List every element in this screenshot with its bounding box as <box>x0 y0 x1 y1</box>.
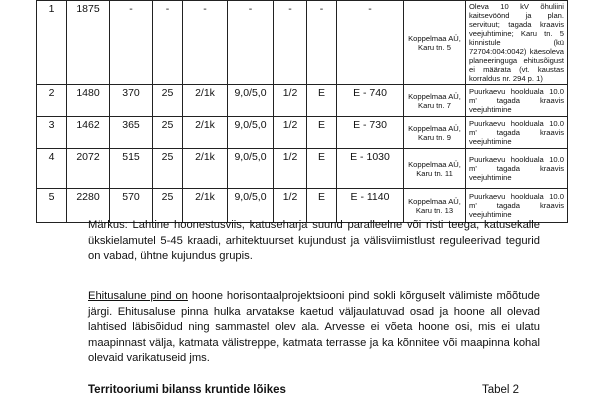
cell-c2: 365 <box>110 117 153 149</box>
cell-c6: 1/2 <box>274 189 307 223</box>
cell-no: 4 <box>37 149 67 189</box>
footprint-term: Ehitusalune pind on <box>88 290 188 302</box>
cell-c7: E <box>307 189 337 223</box>
table-row <box>37 1 568 85</box>
cell-c5: 9,0/5,0 <box>228 189 274 223</box>
cell-area: 1480 <box>67 85 110 117</box>
cell-area: 2280 <box>67 189 110 223</box>
cell-c5: 9,0/5,0 <box>228 117 274 149</box>
table-row <box>37 117 568 149</box>
cell-c2: 370 <box>110 85 153 117</box>
cell-c3: 25 <box>153 189 183 223</box>
cell-area: 1875 <box>67 1 110 85</box>
plot-table <box>36 0 568 223</box>
cell-note: Puurkaevu hoolduala 10.0 m' tagada kraavis veejuhtimine <box>466 85 568 117</box>
cell-c5: 9,0/5,0 <box>228 85 274 117</box>
cell-c7: E <box>307 117 337 149</box>
cell-c7: - <box>307 1 337 85</box>
cell-c4: 2/1k <box>183 189 228 223</box>
cell-area: 2072 <box>67 149 110 189</box>
cell-c4: 2/1k <box>183 117 228 149</box>
cell-address: Koppelmaa AÜ, Karu tn. 11 <box>404 149 466 189</box>
cell-c2: 515 <box>110 149 153 189</box>
cell-note: Puurkaevu hoolduala 10.0 m' tagada kraavis veejuhtimine <box>466 149 568 189</box>
cell-c3: 25 <box>153 149 183 189</box>
cell-c3: - <box>153 1 183 85</box>
cell-c6: - <box>274 1 307 85</box>
cell-area: 1462 <box>67 117 110 149</box>
cell-address: Koppelmaa AÜ, Karu tn. 9 <box>404 117 466 149</box>
cell-c8: E - 1140 <box>337 189 404 223</box>
section-title: Territooriumi bilanss kruntide lõikes <box>88 384 286 396</box>
cell-c3: 25 <box>153 117 183 149</box>
cell-no: 1 <box>37 1 67 85</box>
cell-no: 5 <box>37 189 67 223</box>
footprint-paragraph <box>88 289 540 367</box>
cell-c2: 570 <box>110 189 153 223</box>
cell-note: Puurkaevu hoolduala 10.0 m' tagada kraavis veejuhtimine <box>466 189 568 223</box>
cell-address: Koppelmaa AÜ, Karu tn. 13 <box>404 189 466 223</box>
cell-c4: - <box>183 1 228 85</box>
cell-no: 3 <box>37 117 67 149</box>
cell-c5: 9,0/5,0 <box>228 149 274 189</box>
cell-c8: E - 730 <box>337 117 404 149</box>
table-row <box>37 149 568 189</box>
cell-c8: E - 740 <box>337 85 404 117</box>
cell-c3: 25 <box>153 85 183 117</box>
cell-c8: - <box>337 1 404 85</box>
table-row <box>37 85 568 117</box>
cell-c2: - <box>110 1 153 85</box>
cell-c8: E - 1030 <box>337 149 404 189</box>
cell-c7: E <box>307 85 337 117</box>
cell-no: 2 <box>37 85 67 117</box>
cell-address: Koppelmaa AÜ, Karu tn. 5 <box>404 1 466 85</box>
footprint-text: hoone horisontaalprojektsiooni pind sokli kõrguselt välimiste mõõtude järgi. Ehitusaluse pinna hulka arvatakse kaetud väljaulatuvad osad ja hoone all olevad lahtised läbisõidud ning sammastel olev ala. Arvesse ei võeta hoone osi, mis ei ulatu maapinnast välja, katmata välistreppe, katmata terrasse ja ka kõnnitee või maapinna kohal olevaid varikatuseid jms. <box>88 290 541 364</box>
cell-note: Oleva 10 kV õhuliini kaitsevöönd ja plan. servituut; tagada kraavis veejuhtimine; Karu tn. 5 kinnistule (kü 72704:004:0042) käesoleva planeeringuga ehitusõigust ei määrata (vt. kaustas korraldus nr. 294 p. 1) <box>466 1 568 85</box>
cell-note: Puurkaevu hoolduala 10.0 m' tagada kraavis veejuhtimine <box>466 117 568 149</box>
cell-c6: 1/2 <box>274 149 307 189</box>
cell-c6: 1/2 <box>274 85 307 117</box>
cell-c4: 2/1k <box>183 85 228 117</box>
cell-address: Koppelmaa AÜ, Karu tn. 7 <box>404 85 466 117</box>
cell-c5: - <box>228 1 274 85</box>
cell-c6: 1/2 <box>274 117 307 149</box>
table-label: Tabel 2 <box>482 384 520 396</box>
remark-paragraph: Märkus: Lahtine hoonestusviis, katuseharja suund paralleelne või risti teega, katusekalle ükskielamutel 5-45 kraadi, arhitektuurset kujundust ja välisviimistlust reguleerivad tegurid on vabad, ühtne kujundus grupis. <box>88 219 540 262</box>
cell-c7: E <box>307 149 337 189</box>
cell-c4: 2/1k <box>183 149 228 189</box>
